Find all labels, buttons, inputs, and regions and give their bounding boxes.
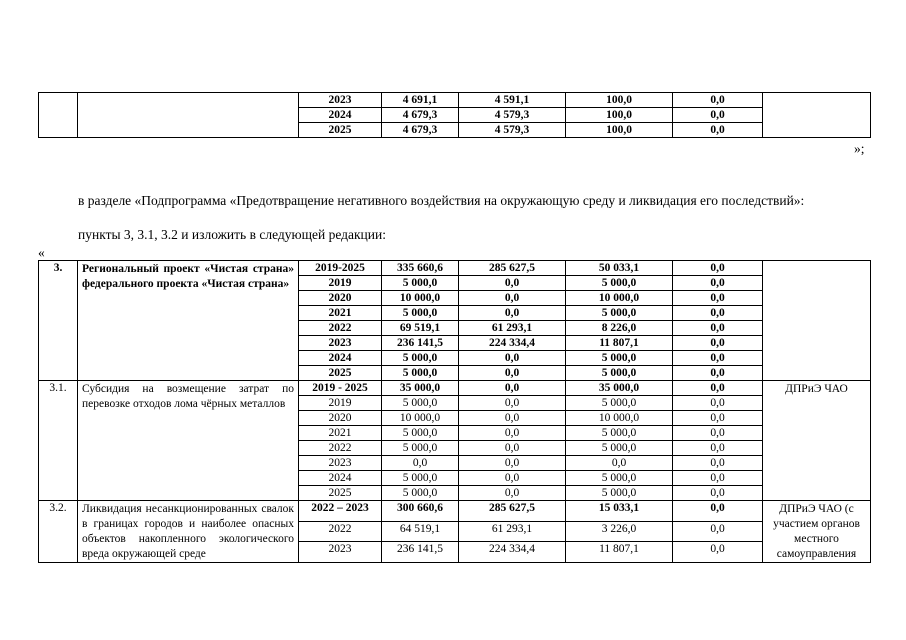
total-cell: 5 000,0 [382, 486, 459, 501]
c2-cell: 5 000,0 [566, 366, 673, 381]
c1-cell: 4 579,3 [459, 108, 566, 123]
total-cell: 5 000,0 [382, 441, 459, 456]
c1-cell: 0,0 [459, 441, 566, 456]
year-cell: 2025 [299, 123, 382, 138]
c1-cell: 0,0 [459, 276, 566, 291]
year-cell: 2022 [299, 521, 382, 542]
c1-cell: 0,0 [459, 306, 566, 321]
c1-cell: 0,0 [459, 366, 566, 381]
c2-cell: 50 033,1 [566, 261, 673, 276]
total-cell: 5 000,0 [382, 366, 459, 381]
year-cell: 2020 [299, 291, 382, 306]
year-cell: 2024 [299, 471, 382, 486]
c3-cell: 0,0 [673, 441, 763, 456]
total-cell: 5 000,0 [382, 396, 459, 411]
c3-cell: 0,0 [673, 321, 763, 336]
year-cell: 2019 [299, 276, 382, 291]
c3-cell: 0,0 [673, 276, 763, 291]
total-cell: 10 000,0 [382, 291, 459, 306]
table-row [39, 501, 871, 522]
c2-cell: 5 000,0 [566, 486, 673, 501]
section-intro-paragraph: в разделе «Подпрограмма «Предотвращение негативного воздействия на окружающую среду и ликвидация его последствий»: [78, 193, 805, 208]
year-cell: 2023 [299, 542, 382, 563]
c2-cell: 100,0 [566, 108, 673, 123]
c2-cell: 11 807,1 [566, 542, 673, 563]
c3-cell: 0,0 [673, 471, 763, 486]
year-cell: 2023 [299, 456, 382, 471]
c1-cell: 0,0 [459, 471, 566, 486]
c2-cell: 5 000,0 [566, 351, 673, 366]
c2-cell: 10 000,0 [566, 411, 673, 426]
c3-cell: 0,0 [673, 261, 763, 276]
year-cell: 2021 [299, 426, 382, 441]
c1-cell: 61 293,1 [459, 521, 566, 542]
c2-cell: 10 000,0 [566, 291, 673, 306]
c3-cell: 0,0 [673, 381, 763, 396]
c2-cell: 5 000,0 [566, 471, 673, 486]
item-number: 3. [39, 261, 78, 381]
c3-cell: 0,0 [673, 501, 763, 522]
executor-cell [763, 93, 871, 138]
c2-cell: 5 000,0 [566, 441, 673, 456]
year-cell: 2021 [299, 306, 382, 321]
c2-cell: 11 807,1 [566, 336, 673, 351]
total-cell: 4 691,1 [382, 93, 459, 108]
c2-cell: 100,0 [566, 123, 673, 138]
c3-cell: 0,0 [673, 108, 763, 123]
c2-cell: 5 000,0 [566, 276, 673, 291]
c1-cell: 285 627,5 [459, 501, 566, 522]
total-cell: 10 000,0 [382, 411, 459, 426]
c2-cell: 3 226,0 [566, 521, 673, 542]
closing-quote: »; [854, 141, 865, 156]
c2-cell: 15 033,1 [566, 501, 673, 522]
total-cell: 300 660,6 [382, 501, 459, 522]
year-cell: 2023 [299, 93, 382, 108]
c2-cell: 5 000,0 [566, 396, 673, 411]
c3-cell: 0,0 [673, 306, 763, 321]
c3-cell: 0,0 [673, 396, 763, 411]
c3-cell: 0,0 [673, 486, 763, 501]
instruction-paragraph: пункты 3, 3.1, 3.2 и изложить в следующей редакции: [78, 227, 386, 242]
c1-cell: 4 591,1 [459, 93, 566, 108]
c2-cell: 5 000,0 [566, 426, 673, 441]
c2-cell: 0,0 [566, 456, 673, 471]
year-cell: 2022 [299, 441, 382, 456]
item-name: Субсидия на возмещение затрат по перевозке отходов лома чёрных металлов [78, 381, 299, 501]
c1-cell: 4 579,3 [459, 123, 566, 138]
c3-cell: 0,0 [673, 521, 763, 542]
year-cell: 2019-2025 [299, 261, 382, 276]
year-cell: 2019 [299, 396, 382, 411]
total-cell: 5 000,0 [382, 426, 459, 441]
c1-cell: 0,0 [459, 456, 566, 471]
year-cell: 2024 [299, 108, 382, 123]
c1-cell: 0,0 [459, 411, 566, 426]
c3-cell: 0,0 [673, 542, 763, 563]
c1-cell: 0,0 [459, 426, 566, 441]
executor-cell: ДПРиЭ ЧАО (с участием органов местного самоуправления [763, 501, 871, 563]
table-row [39, 93, 871, 108]
c1-cell: 0,0 [459, 291, 566, 306]
year-cell: 2020 [299, 411, 382, 426]
c3-cell: 0,0 [673, 93, 763, 108]
c1-cell: 0,0 [459, 351, 566, 366]
c1-cell: 0,0 [459, 396, 566, 411]
executor-cell [763, 261, 871, 381]
total-cell: 5 000,0 [382, 306, 459, 321]
c3-cell: 0,0 [673, 291, 763, 306]
c1-cell: 0,0 [459, 381, 566, 396]
top-table-continuation [38, 92, 871, 138]
total-cell: 69 519,1 [382, 321, 459, 336]
c1-cell: 285 627,5 [459, 261, 566, 276]
name-cell [78, 93, 299, 138]
year-cell: 2019 - 2025 [299, 381, 382, 396]
c3-cell: 0,0 [673, 351, 763, 366]
c3-cell: 0,0 [673, 336, 763, 351]
year-cell: 2022 [299, 321, 382, 336]
item-name: Региональный проект «Чистая страна» федерального проекта «Чистая страна» [78, 261, 299, 381]
table-row [39, 381, 871, 396]
c1-cell: 61 293,1 [459, 321, 566, 336]
total-cell: 335 660,6 [382, 261, 459, 276]
total-cell: 5 000,0 [382, 351, 459, 366]
executor-cell: ДПРиЭ ЧАО [763, 381, 871, 501]
item-number: 3.2. [39, 501, 78, 563]
c3-cell: 0,0 [673, 411, 763, 426]
c3-cell: 0,0 [673, 456, 763, 471]
total-cell: 5 000,0 [382, 276, 459, 291]
total-cell: 236 141,5 [382, 336, 459, 351]
item-name: Ликвидация несанкционированных свалок в границах городов и наиболее опасных объектов накопленного экологического вреда окружающей среде [78, 501, 299, 563]
year-cell: 2025 [299, 366, 382, 381]
c3-cell: 0,0 [673, 426, 763, 441]
c2-cell: 35 000,0 [566, 381, 673, 396]
total-cell: 35 000,0 [382, 381, 459, 396]
c1-cell: 224 334,4 [459, 542, 566, 563]
opening-quote: « [38, 245, 45, 260]
total-cell: 4 679,3 [382, 123, 459, 138]
item-number: 3.1. [39, 381, 78, 501]
total-cell: 64 519,1 [382, 521, 459, 542]
total-cell: 5 000,0 [382, 471, 459, 486]
total-cell: 0,0 [382, 456, 459, 471]
year-cell: 2023 [299, 336, 382, 351]
year-cell: 2022 – 2023 [299, 501, 382, 522]
total-cell: 4 679,3 [382, 108, 459, 123]
c3-cell: 0,0 [673, 123, 763, 138]
total-cell: 236 141,5 [382, 542, 459, 563]
c2-cell: 100,0 [566, 93, 673, 108]
c2-cell: 5 000,0 [566, 306, 673, 321]
year-cell: 2024 [299, 351, 382, 366]
c1-cell: 0,0 [459, 486, 566, 501]
c2-cell: 8 226,0 [566, 321, 673, 336]
year-cell: 2025 [299, 486, 382, 501]
c3-cell: 0,0 [673, 366, 763, 381]
c1-cell: 224 334,4 [459, 336, 566, 351]
program-items-table [38, 260, 871, 563]
num-cell [39, 93, 78, 138]
table-row [39, 261, 871, 276]
